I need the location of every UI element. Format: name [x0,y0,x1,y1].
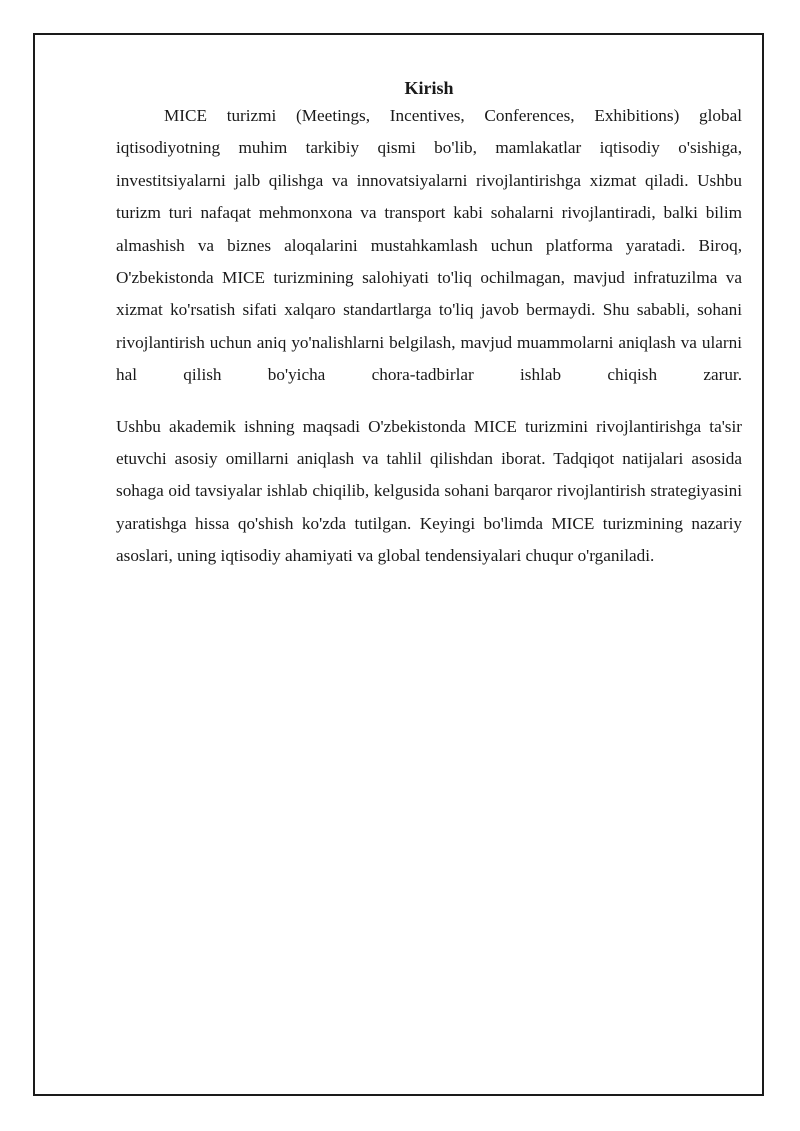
paragraph-purpose: Ushbu akademik ishning maqsadi O'zbekistonda MICE turizmini rivojlantirishga ta'sir etuvchi asosiy omillarni aniqlash va tahlil qilishdan iborat. Tadqiqot natijalari asosida sohaga oid tavsiyalar ishlab chiqilib, kelgusida sohani barqaror rivojlantirish strategiyasini yaratishga hissa qo'shish ko'zda tutilgan. Keyingi bo'limda MICE turizmining nazariy asoslari, uning iqtisodiy ahamiyati va global tendensiyalari chuqur o'rganiladi. [116,416,742,566]
section-title: Kirish [404,78,454,98]
document-body [116,76,742,573]
paragraph-introduction: MICE turizmi (Meetings, Incentives, Conferences, Exhibitions) global iqtisodiyotning muhim tarkibiy qismi bo'lib, mamlakatlar iqtisodiy o'sishiga, investitsiyalarni jalb qilishga va innovatsiyalarni rivojlantirishga xizmat qiladi. Ushbu turizm turi nafaqat mehmonxona va transport kabi sohalarni rivojlantiradi, balki bilim almashish va biznes aloqalarini mustahkamlash uchun platforma yaratadi. Biroq, O'zbekistonda MICE turizmining salohiyati to'liq ochilmagan, mavjud infratuzilma va xizmat ko'rsatish sifati xalqaro standartlarga to'liq javob bermaydi. Shu sababli, sohani rivojlantirish uchun aniq yo'nalishlarni belgilash, mavjud muammolarni aniqlash va ularni hal qilish bo'yicha chora-tadbirlar ishlab chiqish zarur. [116,106,742,385]
